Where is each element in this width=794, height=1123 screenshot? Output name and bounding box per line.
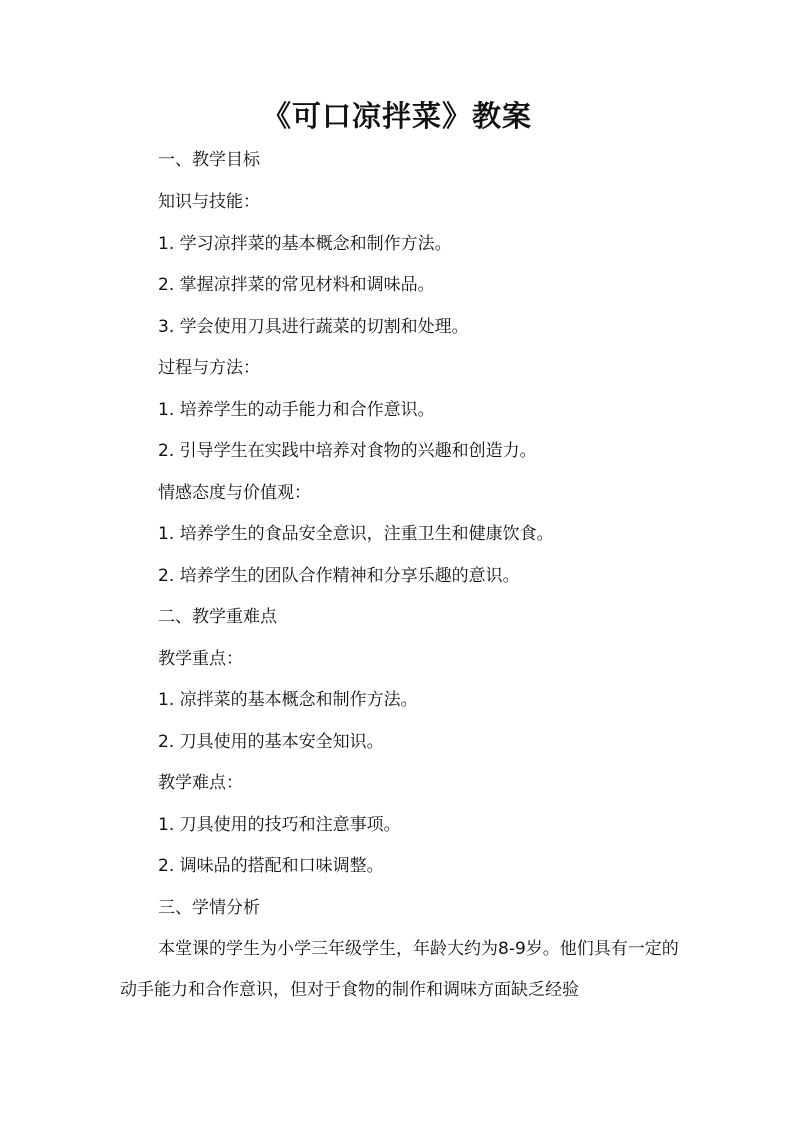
- section-heading-learner-analysis: 三、学情分析: [158, 898, 260, 918]
- section-heading-objectives: 一、教学目标: [158, 150, 260, 170]
- subheading-process-method: 过程与方法：: [158, 358, 260, 378]
- list-item: 2. 掌握凉拌菜的常见材料和调味品。: [158, 275, 435, 295]
- list-item: 1. 培养学生的食品安全意识，注重卫生和健康饮食。: [158, 524, 554, 544]
- paragraph-text: 本堂课的学生为小学三年级学生，年龄大约为8-9岁。他们具有一定的动手能力和合作意识，但对于食物的制作和调味方面缺乏经验: [120, 939, 679, 1000]
- subheading-difficulties: 教学难点：: [158, 773, 243, 793]
- document-title: 《可口凉拌菜》教案: [261, 99, 532, 133]
- subheading-key-points: 教学重点：: [158, 649, 243, 669]
- section-heading-key-points: 二、教学重难点: [158, 607, 277, 627]
- list-item: 1. 刀具使用的技巧和注意事项。: [158, 815, 401, 835]
- list-item: 2. 刀具使用的基本安全知识。: [158, 732, 384, 752]
- list-item: 3. 学会使用刀具进行蔬菜的切割和处理。: [158, 317, 469, 337]
- list-item: 2. 培养学生的团队合作精神和分享乐趣的意识。: [158, 566, 520, 586]
- subheading-knowledge-skills: 知识与技能：: [158, 192, 260, 212]
- list-item: 2. 引导学生在实践中培养对食物的兴趣和创造力。: [158, 441, 537, 461]
- list-item: 2. 调味品的搭配和口味调整。: [158, 856, 384, 876]
- subheading-attitude-values: 情感态度与价值观：: [158, 483, 311, 503]
- list-item: 1. 培养学生的动手能力和合作意识。: [158, 400, 435, 420]
- body-paragraph: [120, 929, 680, 1011]
- list-item: 1. 学习凉拌菜的基本概念和制作方法。: [158, 234, 452, 254]
- list-item: 1. 凉拌菜的基本概念和制作方法。: [158, 690, 418, 710]
